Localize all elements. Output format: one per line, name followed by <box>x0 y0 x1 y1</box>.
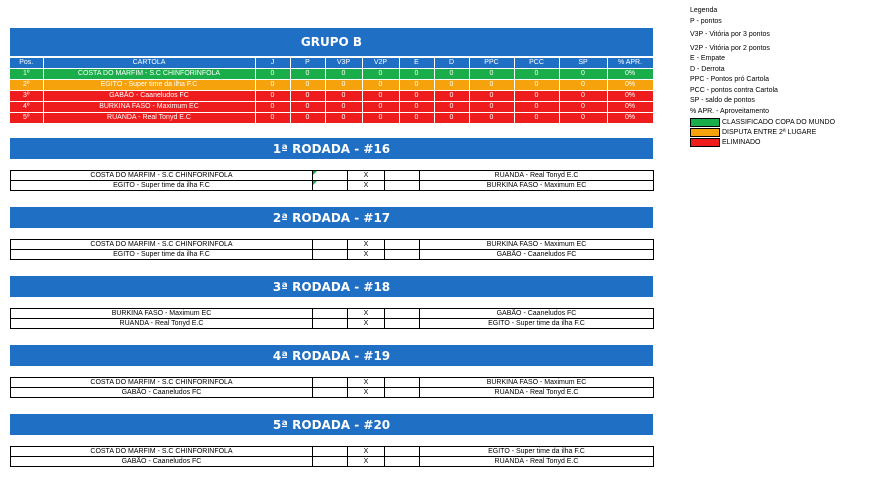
standings-cell-e: 0 <box>399 91 434 102</box>
col-header-pcc: PCC <box>514 58 559 69</box>
away-team: BURKINA FASO - Maximum EC <box>420 240 654 250</box>
standings-cell-j: 0 <box>255 113 290 124</box>
away-team: GABÃO - Caaneludos FC <box>420 250 654 260</box>
away-team: EGITO - Super time da ilha F.C <box>420 447 654 457</box>
standings-cell-team: EGITO - Super time da ilha F.C <box>43 80 255 91</box>
home-score-cell[interactable] <box>313 388 348 398</box>
round-title-bar <box>10 207 653 228</box>
standings-cell-j: 0 <box>255 80 290 91</box>
standings-cell-p: 0 <box>290 69 325 80</box>
standings-cell-p: 0 <box>290 91 325 102</box>
standings-cell-pos: 4º <box>10 102 43 113</box>
home-team: BURKINA FASO - Maximum EC <box>11 309 313 319</box>
round-matches-table <box>10 170 654 191</box>
match-row <box>11 319 654 329</box>
legend-swatch-orange <box>690 128 720 137</box>
home-score-cell[interactable] <box>313 171 348 181</box>
match-row <box>11 388 654 398</box>
home-score-cell[interactable] <box>313 447 348 457</box>
match-row <box>11 181 654 191</box>
standings-cell-e: 0 <box>399 113 434 124</box>
standings-row <box>10 80 653 91</box>
legend-key-dispute <box>690 127 865 137</box>
standings-cell-e: 0 <box>399 80 434 91</box>
standings-cell-p: 0 <box>290 113 325 124</box>
round-title-bar <box>10 138 653 159</box>
match-row <box>11 378 654 388</box>
standings-cell-pcc: 0 <box>514 113 559 124</box>
versus-marker: X <box>348 319 385 329</box>
standings-row <box>10 69 653 80</box>
home-team: COSTA DO MARFIM - S.C CHINFORINFOLA <box>11 240 313 250</box>
standings-cell-d: 0 <box>434 69 469 80</box>
standings-cell-pos: 3º <box>10 91 43 102</box>
away-score-cell[interactable] <box>385 388 420 398</box>
col-header-pos: Pos. <box>10 58 43 69</box>
standings-cell-v2p: 0 <box>362 80 399 91</box>
versus-marker: X <box>348 378 385 388</box>
versus-marker: X <box>348 309 385 319</box>
col-header-e: E <box>399 58 434 69</box>
away-score-cell[interactable] <box>385 309 420 319</box>
standings-cell-e: 0 <box>399 69 434 80</box>
standings-cell-v2p: 0 <box>362 91 399 102</box>
legend-line: PCC - pontos contra Cartola <box>690 86 778 94</box>
standings-cell-p: 0 <box>290 80 325 91</box>
standings-cell-d: 0 <box>434 102 469 113</box>
round-title: 4ª RODADA - #19 <box>272 348 391 363</box>
standings-cell-team: COSTA DO MARFIM - S.C CHINFORINFOLA <box>43 69 255 80</box>
home-team: COSTA DO MARFIM - S.C CHINFORINFOLA <box>11 447 313 457</box>
home-score-cell[interactable] <box>313 457 348 467</box>
standings-cell-ppc: 0 <box>469 80 514 91</box>
col-header-v3p: V3P <box>325 58 362 69</box>
versus-marker: X <box>348 181 385 191</box>
standings-cell-ppc: 0 <box>469 69 514 80</box>
standings-cell-v3p: 0 <box>325 91 362 102</box>
home-team: RUANDA - Real Tonyd E.C <box>11 319 313 329</box>
standings-cell-v3p: 0 <box>325 69 362 80</box>
col-header-ppc: PPC <box>469 58 514 69</box>
standings-cell-pcc: 0 <box>514 69 559 80</box>
standings-cell-apr: 0% <box>607 102 653 113</box>
legend-line: E - Empate <box>690 55 726 62</box>
match-row <box>11 171 654 181</box>
standings-cell-team: BURKINA FASO - Maximum EC <box>43 102 255 113</box>
legend-key-label: CLASSIFICADO COPA DO MUNDO <box>722 118 836 126</box>
standings-cell-pcc: 0 <box>514 80 559 91</box>
legend-key-classified <box>690 117 865 127</box>
round-matches-table <box>10 239 654 260</box>
away-team: RUANDA - Real Tonyd E.C <box>420 171 654 181</box>
standings-cell-v3p: 0 <box>325 102 362 113</box>
home-score-cell[interactable] <box>313 319 348 329</box>
match-row <box>11 457 654 467</box>
match-row <box>11 309 654 319</box>
standings-cell-ppc: 0 <box>469 113 514 124</box>
away-score-cell[interactable] <box>385 181 420 191</box>
away-score-cell[interactable] <box>385 240 420 250</box>
standings-cell-pos: 1º <box>10 69 43 80</box>
away-team: EGITO - Super time da ilha F.C <box>420 319 654 329</box>
standings-cell-e: 0 <box>399 102 434 113</box>
legend-swatch-green <box>690 118 720 127</box>
match-row <box>11 240 654 250</box>
standings-cell-apr: 0% <box>607 113 653 124</box>
standings-cell-j: 0 <box>255 102 290 113</box>
away-team: GABÃO - Caaneludos FC <box>420 309 654 319</box>
standings-cell-team: RUANDA - Real Tonyd E.C <box>43 113 255 124</box>
home-score-cell[interactable] <box>313 181 348 191</box>
col-header-sp: SP <box>559 58 607 69</box>
standings-cell-pos: 5º <box>10 113 43 124</box>
legend <box>690 6 865 147</box>
standings-cell-pcc: 0 <box>514 102 559 113</box>
standings-cell-v2p: 0 <box>362 102 399 113</box>
standings-row <box>10 102 653 113</box>
col-header-apr: % APR. <box>607 58 653 69</box>
round-title-bar <box>10 276 653 297</box>
standings-row <box>10 91 653 102</box>
col-header-d: D <box>434 58 469 69</box>
group-title-bar <box>10 28 653 56</box>
away-score-cell[interactable] <box>385 457 420 467</box>
versus-marker: X <box>348 240 385 250</box>
away-team: BURKINA FASO - Maximum EC <box>420 378 654 388</box>
round-title: 3ª RODADA - #18 <box>272 279 391 294</box>
round-title-bar <box>10 345 653 366</box>
standings-cell-ppc: 0 <box>469 91 514 102</box>
away-score-cell[interactable] <box>385 378 420 388</box>
standings-cell-v2p: 0 <box>362 69 399 80</box>
legend-key-label: ELIMINADO <box>722 138 761 146</box>
standings-row <box>10 113 653 124</box>
col-header-j: J <box>255 58 290 69</box>
standings-cell-ppc: 0 <box>469 102 514 113</box>
versus-marker: X <box>348 447 385 457</box>
round-matches-table <box>10 308 654 329</box>
standings-cell-sp: 0 <box>559 69 607 80</box>
away-score-cell[interactable] <box>385 171 420 181</box>
legend-line: % APR. - Aproveitamento <box>690 107 769 115</box>
standings-cell-v3p: 0 <box>325 80 362 91</box>
round-title-bar <box>10 414 653 435</box>
home-team: GABÃO - Caaneludos FC <box>11 457 313 467</box>
away-team: RUANDA - Real Tonyd E.C <box>420 388 654 398</box>
standings-cell-d: 0 <box>434 91 469 102</box>
standings-cell-v2p: 0 <box>362 113 399 124</box>
standings-cell-apr: 0% <box>607 69 653 80</box>
col-header-v2p: V2P <box>362 58 399 69</box>
standings-cell-sp: 0 <box>559 113 607 124</box>
home-team: EGITO - Super time da ilha F.C <box>11 181 313 191</box>
match-row <box>11 250 654 260</box>
versus-marker: X <box>348 250 385 260</box>
round-title: 1ª RODADA - #16 <box>272 141 391 156</box>
round-matches-table <box>10 377 654 398</box>
legend-swatch-red <box>690 138 720 147</box>
standings-cell-sp: 0 <box>559 102 607 113</box>
home-team: COSTA DO MARFIM - S.C CHINFORINFOLA <box>11 171 313 181</box>
standings-cell-pos: 2º <box>10 80 43 91</box>
home-team: COSTA DO MARFIM - S.C CHINFORINFOLA <box>11 378 313 388</box>
standings-cell-apr: 0% <box>607 91 653 102</box>
round-title: 2ª RODADA - #17 <box>272 210 391 225</box>
home-score-cell[interactable] <box>313 378 348 388</box>
legend-key-eliminated <box>690 137 865 147</box>
standings-cell-d: 0 <box>434 113 469 124</box>
versus-marker: X <box>348 388 385 398</box>
standings-cell-j: 0 <box>255 91 290 102</box>
col-header-cartola: CARTOLA <box>43 58 255 69</box>
standings-table <box>10 58 654 124</box>
home-score-cell[interactable] <box>313 309 348 319</box>
standings-cell-d: 0 <box>434 80 469 91</box>
col-header-p: P <box>290 58 325 69</box>
standings-cell-team: GABÃO - Caaneludos FC <box>43 91 255 102</box>
match-row <box>11 447 654 457</box>
standings-cell-sp: 0 <box>559 91 607 102</box>
group-title: GRUPO B <box>300 35 363 49</box>
away-score-cell[interactable] <box>385 250 420 260</box>
legend-line: D - Derrota <box>690 65 725 73</box>
versus-marker: X <box>348 171 385 181</box>
legend-line: V3P - Vitória por 3 pontos <box>690 31 770 38</box>
standings-cell-pcc: 0 <box>514 91 559 102</box>
standings-cell-sp: 0 <box>559 80 607 91</box>
legend-title: Legenda <box>690 7 718 14</box>
round-title: 5ª RODADA - #20 <box>272 417 391 432</box>
standings-cell-j: 0 <box>255 69 290 80</box>
home-team: EGITO - Super time da ilha F.C <box>11 250 313 260</box>
round-matches-table <box>10 446 654 467</box>
standings-cell-v3p: 0 <box>325 113 362 124</box>
legend-line: SP - saldo de pontos <box>690 97 755 104</box>
standings-header-row <box>10 58 653 69</box>
home-score-cell[interactable] <box>313 250 348 260</box>
home-team: GABÃO - Caaneludos FC <box>11 388 313 398</box>
legend-key-label: DISPUTA ENTRE 2ª LUGARE <box>722 128 817 136</box>
away-score-cell[interactable] <box>385 319 420 329</box>
legend-line: V2P - Vitória por 2 pontos <box>690 44 770 52</box>
standings-cell-p: 0 <box>290 102 325 113</box>
versus-marker: X <box>348 457 385 467</box>
legend-line: PPC - Pontos pró Cartola <box>690 76 769 83</box>
away-team: BURKINA FASO - Maximum EC <box>420 181 654 191</box>
standings-cell-apr: 0% <box>607 80 653 91</box>
home-score-cell[interactable] <box>313 240 348 250</box>
legend-line: P - pontos <box>690 17 722 25</box>
away-team: RUANDA - Real Tonyd E.C <box>420 457 654 467</box>
away-score-cell[interactable] <box>385 447 420 457</box>
